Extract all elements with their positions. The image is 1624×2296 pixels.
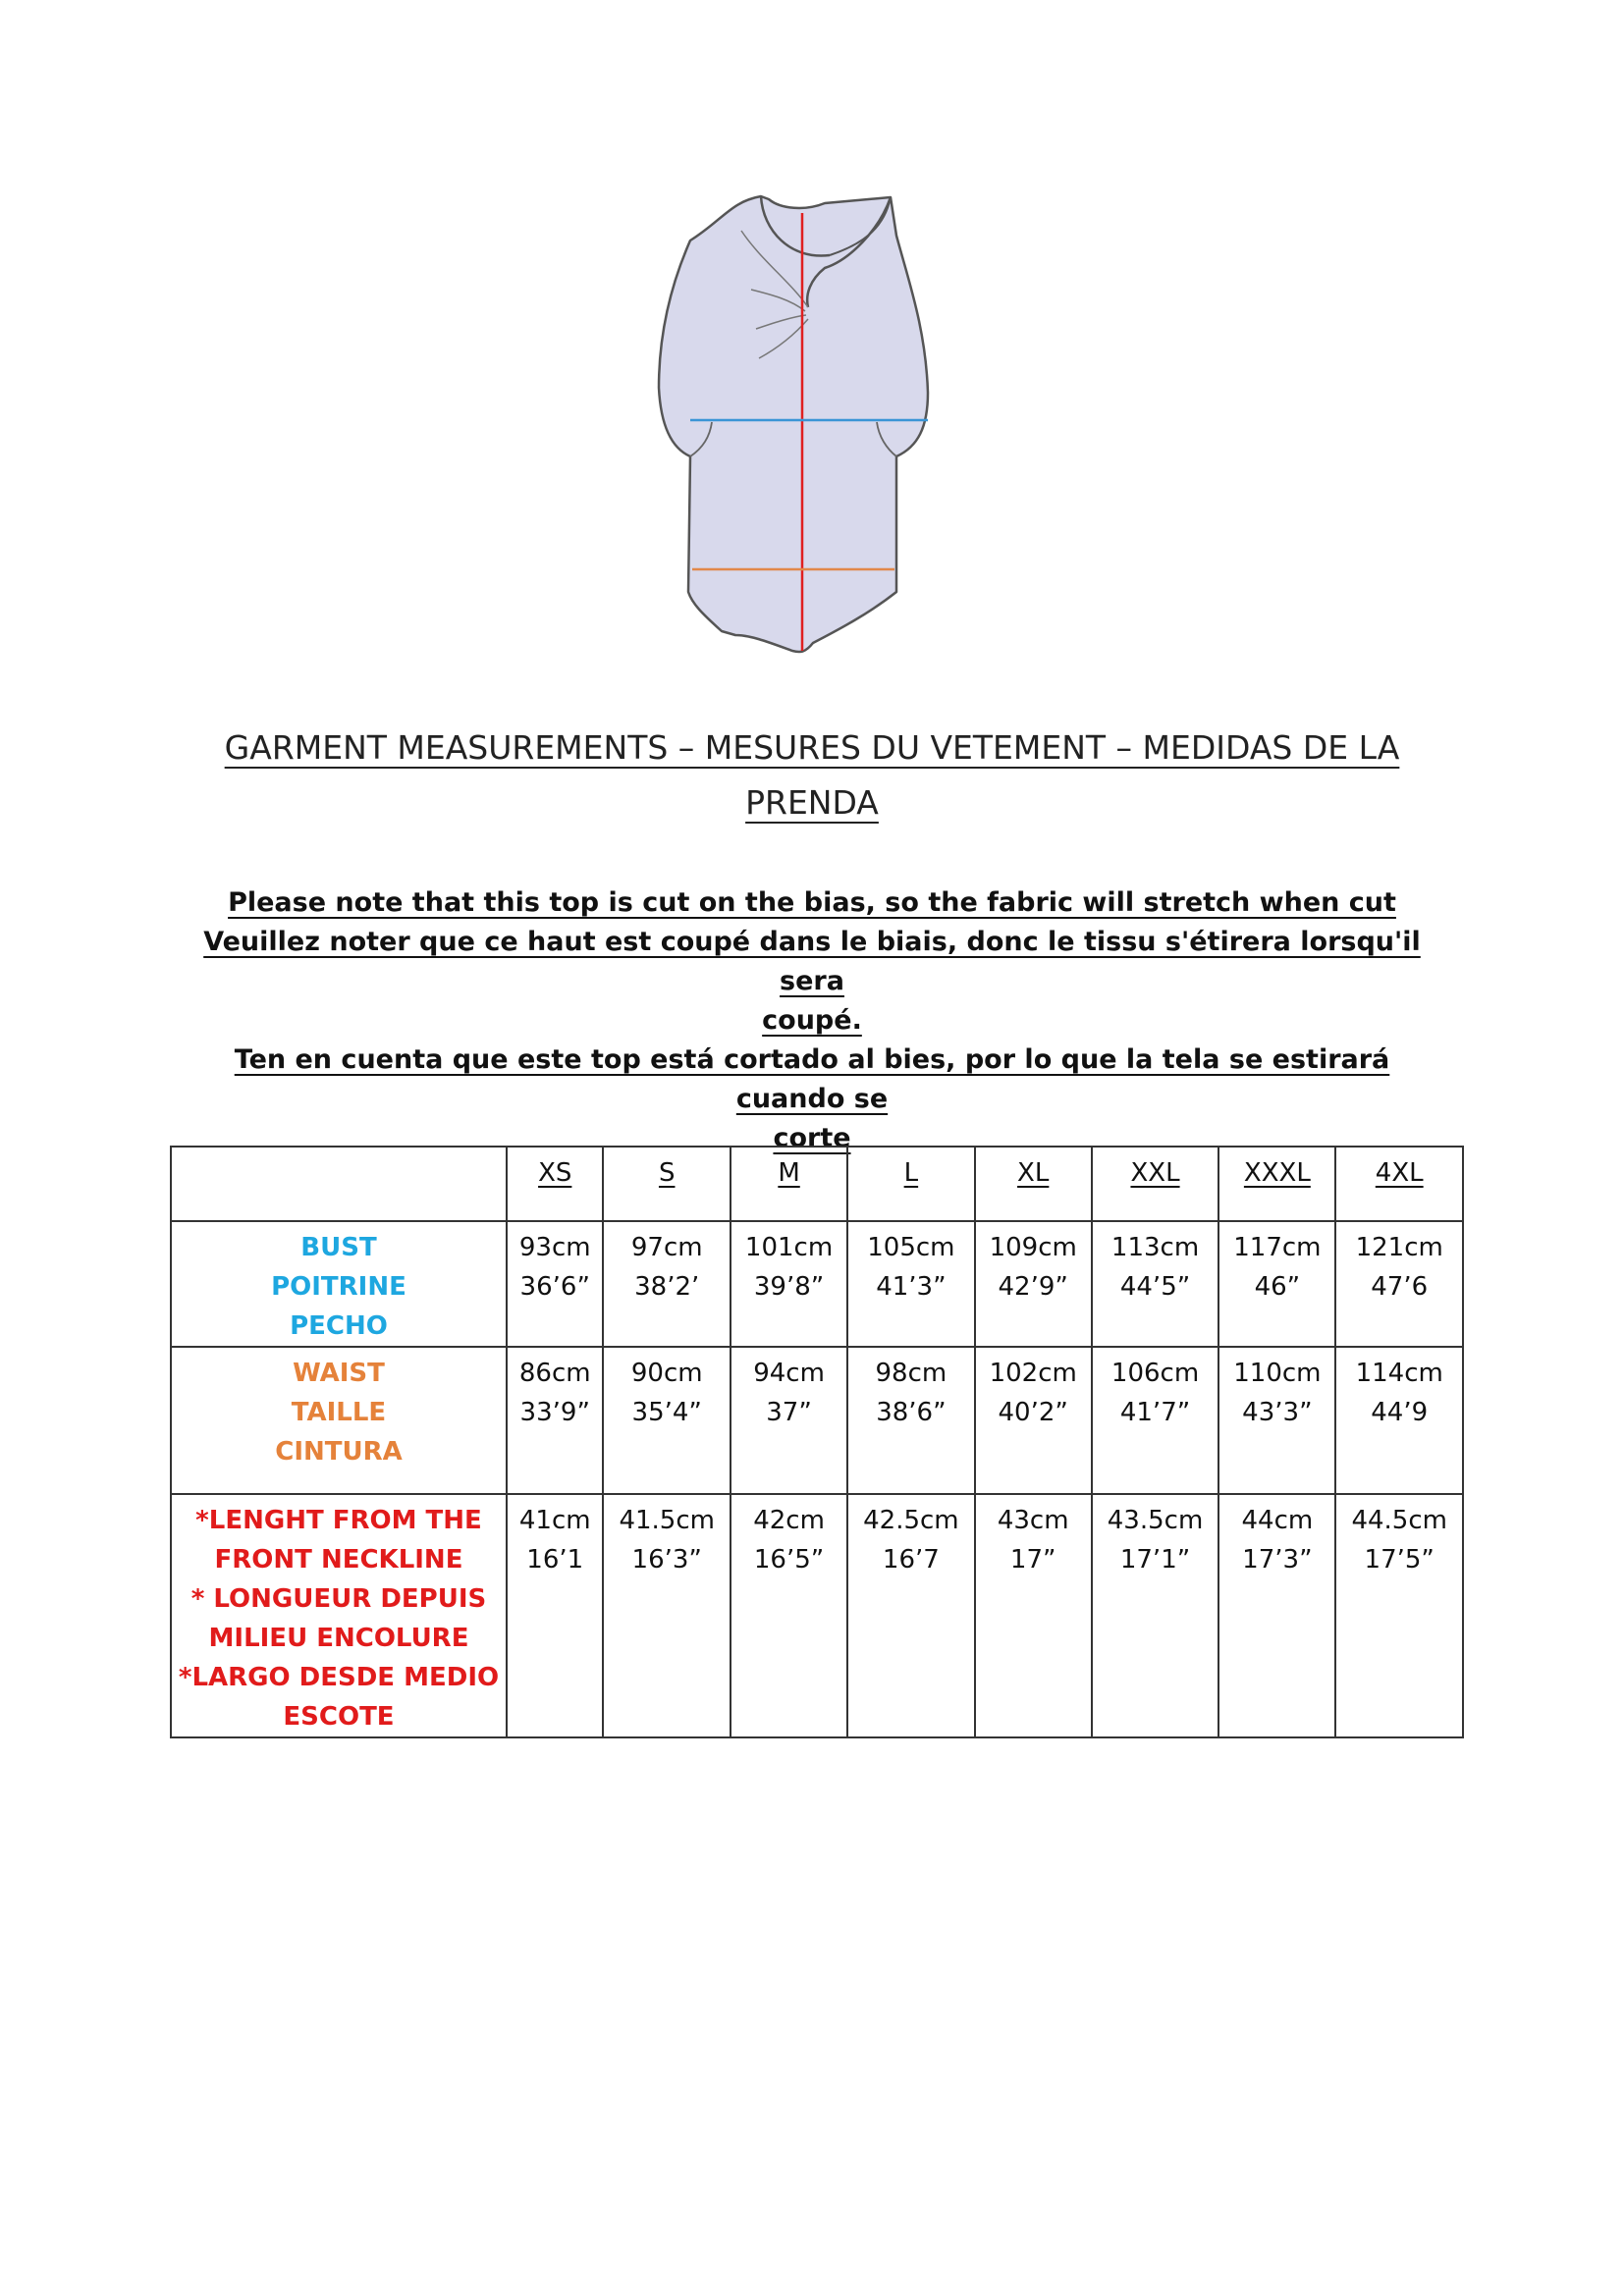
table-cell: 101cm 39’8” xyxy=(731,1221,847,1347)
size-header-row xyxy=(171,1147,1463,1221)
table-cell: 43.5cm 17’1” xyxy=(1092,1494,1219,1737)
table-cell: 109cm 42’9” xyxy=(975,1221,1092,1347)
length-label-en-2: FRONT NECKLINE xyxy=(214,1545,463,1575)
table-cell: 98cm 38’6” xyxy=(847,1347,975,1494)
table-cell: 93cm 36’6” xyxy=(507,1221,603,1347)
bust-label-cell xyxy=(171,1221,507,1347)
table-cell: 90cm 35’4” xyxy=(603,1347,731,1494)
waist-label-es: CINTURA xyxy=(275,1437,403,1467)
size-header-s: S xyxy=(603,1147,731,1221)
title-line-1: GARMENT MEASUREMENTS – MESURES DU VETEMENT – MEDIDAS DE LA xyxy=(224,728,1400,767)
note-spanish-line-1: Ten en cuenta que este top está cortado al bies, por lo que la tela se estirará cuando se xyxy=(234,1044,1390,1114)
table-cell: 44.5cm 17’5” xyxy=(1335,1494,1463,1737)
bias-note xyxy=(196,883,1428,1158)
table-cell: 94cm 37” xyxy=(731,1347,847,1494)
table-cell: 41cm 16’1 xyxy=(507,1494,603,1737)
size-header-m: M xyxy=(731,1147,847,1221)
title-line-2: PRENDA xyxy=(745,783,879,822)
waist-label-en: WAIST xyxy=(293,1359,385,1388)
table-cell: 110cm 43’3” xyxy=(1218,1347,1335,1494)
table-cell: 41.5cm 16’3” xyxy=(603,1494,731,1737)
length-label-es-1: *LARGO DESDE MEDIO xyxy=(178,1663,500,1692)
length-row xyxy=(171,1494,1463,1737)
table-cell: 114cm 44’9 xyxy=(1335,1347,1463,1494)
size-header-xl: XL xyxy=(975,1147,1092,1221)
length-label-fr-2: MILIEU ENCOLURE xyxy=(208,1624,469,1653)
note-french-line-2: coupé. xyxy=(762,1005,862,1036)
garment-body xyxy=(659,196,928,652)
size-header-xxl: XXL xyxy=(1092,1147,1219,1221)
page-title xyxy=(147,721,1477,830)
table-cell: 86cm 33’9” xyxy=(507,1347,603,1494)
table-cell: 117cm 46” xyxy=(1218,1221,1335,1347)
table-cell: 105cm 41’3” xyxy=(847,1221,975,1347)
note-english: Please note that this top is cut on the bias, so the fabric will stretch when cut xyxy=(228,887,1396,918)
size-header-xxxl: XXXL xyxy=(1218,1147,1335,1221)
waist-label-fr: TAILLE xyxy=(291,1398,387,1427)
bust-label-es: PECHO xyxy=(290,1311,388,1341)
table-cell: 121cm 47’6 xyxy=(1335,1221,1463,1347)
bust-row xyxy=(171,1221,1463,1347)
size-chart-table xyxy=(170,1146,1464,1738)
table-cell: 113cm 44’5” xyxy=(1092,1221,1219,1347)
table-cell: 106cm 41’7” xyxy=(1092,1347,1219,1494)
garment-illustration xyxy=(633,191,957,663)
table-cell: 42cm 16’5” xyxy=(731,1494,847,1737)
size-header-l: L xyxy=(847,1147,975,1221)
table-cell: 102cm 40’2” xyxy=(975,1347,1092,1494)
length-label-cell xyxy=(171,1494,507,1737)
waist-row xyxy=(171,1347,1463,1494)
bust-label-en: BUST xyxy=(300,1233,377,1262)
table-cell: 42.5cm 16’7 xyxy=(847,1494,975,1737)
table-cell: 44cm 17’3” xyxy=(1218,1494,1335,1737)
size-header-4xl: 4XL xyxy=(1335,1147,1463,1221)
header-empty-cell xyxy=(171,1147,507,1221)
note-french-line-1: Veuillez noter que ce haut est coupé dans le biais, donc le tissu s'étirera lorsqu'il sera xyxy=(203,927,1421,996)
length-label-en-1: *LENGHT FROM THE xyxy=(195,1506,482,1535)
note-spanish-line-2: corte xyxy=(773,1123,851,1153)
length-label-fr-1: * LONGUEUR DEPUIS xyxy=(190,1584,487,1614)
table-cell: 43cm 17” xyxy=(975,1494,1092,1737)
length-label-es-2: ESCOTE xyxy=(283,1702,395,1732)
table-cell: 97cm 38’2’ xyxy=(603,1221,731,1347)
bust-label-fr: POITRINE xyxy=(271,1272,406,1302)
size-header-xs: XS xyxy=(507,1147,603,1221)
waist-label-cell xyxy=(171,1347,507,1494)
